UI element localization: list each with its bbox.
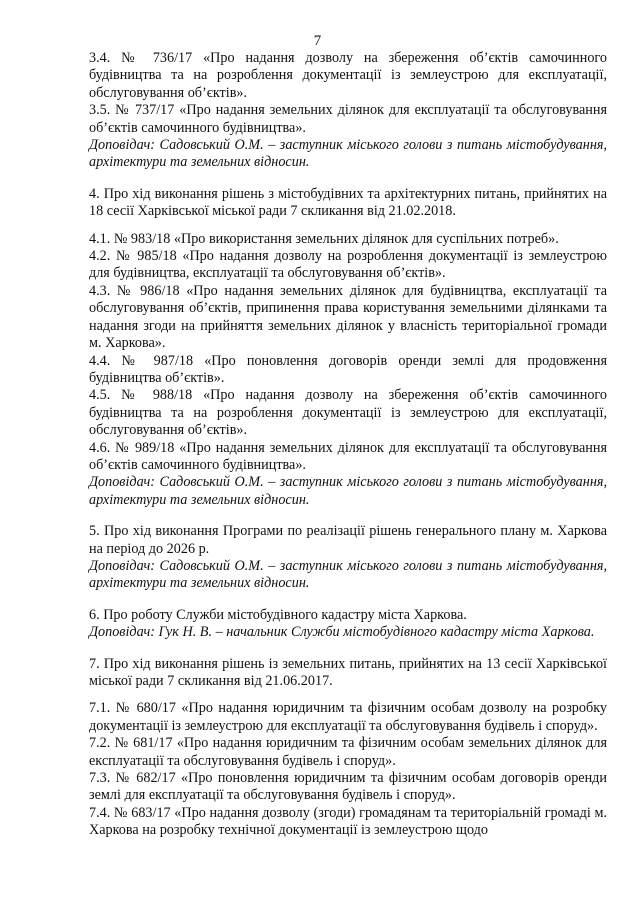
section-heading: 4. Про хід виконання рішень з містобудівних та архітектурних питань, прийнятих на 18 сесії Харківської міської ради 7 скликання від 21.02.2018. (89, 185, 607, 220)
speaker-line: Доповідач: Садовський О.М. – заступник міського голови з питань містобудування, архітектури та земельних відносин. (89, 137, 607, 171)
list-item: 4.5. № 988/18 «Про надання дозволу на збереження об’єктів самочинного будівництва та на розроблення документації із землеустрою для експлуатації, обслуговування об’єктів». (89, 387, 607, 439)
list-item: 4.6. № 989/18 «Про надання земельних ділянок для експлуатації та обслуговування об’єктів самочинного будівництва». (89, 439, 607, 473)
section-heading: 6. Про роботу Служби містобудівного кадастру міста Харкова. (89, 606, 467, 623)
page-number: 7 (313, 33, 322, 49)
list-item: 7.3. № 682/17 «Про поновлення юридичним та фізичним особам договорів оренди землі для експлуатації та обслуговування будівель і споруд». (89, 770, 607, 804)
speaker-line: Доповідач: Садовський О.М. – заступник міського голови з питань містобудування, архітектури та земельних відносин. (89, 557, 607, 592)
list-item: 4.3. № 986/18 «Про надання земельних ділянок для будівництва, експлуатації та обслуговування об’єктів, припинення права користування земельними ділянками та надання згоди на прийняття земельних ділянок у власність територіальної громади м. Харкова». (89, 282, 607, 352)
list-item: 4.1. № 983/18 «Про використання земельних ділянок для суспільних потреб». (89, 230, 559, 247)
list-item: 3.5. № 737/17 «Про надання земельних ділянок для експлуатації та обслуговування об’єктів самочинного будівництва». (89, 102, 607, 136)
speaker-line: Доповідач: Гук Н. В. – начальник Служби містобудівного кадастру міста Харкова. (89, 624, 595, 641)
list-item: 3.4. № 736/17 «Про надання дозволу на збереження об’єктів самочинного будівництва та на розроблення документації із землеустрою для експлуатації, обслуговування об’єктів». (89, 50, 607, 101)
list-item: 7.1. № 680/17 «Про надання юридичним та фізичним особам дозволу на розробку документації із землеустрою для експлуатації та обслуговування будівель і споруд». (89, 700, 607, 734)
speaker-line: Доповідач: Садовський О.М. – заступник міського голови з питань містобудування, архітектури та земельних відносин. (89, 474, 607, 508)
list-item: 4.2. № 985/18 «Про надання дозволу на розроблення документації із землеустрою для будівництва, експлуатації та обслуговування об’єктів». (89, 248, 607, 282)
list-item: 4.4. № 987/18 «Про поновлення договорів оренди землі для продовження будівництва об’єктів». (89, 352, 607, 386)
document-body (89, 50, 607, 840)
list-item: 7.2. № 681/17 «Про надання юридичним та фізичним особам земельних ділянок для експлуатації та обслуговування будівель і споруд». (89, 735, 607, 769)
list-item: 7.4. № 683/17 «Про надання дозволу (згоди) громадянам та територіальній громаді м. Харкова на розробку технічної документації із землеустрою щодо (89, 804, 607, 839)
section-heading: 7. Про хід виконання рішень із земельних питань, прийнятих на 13 сесії Харківської міської ради 7 скликання від 21.06.2017. (89, 655, 607, 689)
section-heading: 5. Про хід виконання Програми по реалізації рішень генерального плану м. Харкова на період до 2026 р. (89, 523, 607, 557)
